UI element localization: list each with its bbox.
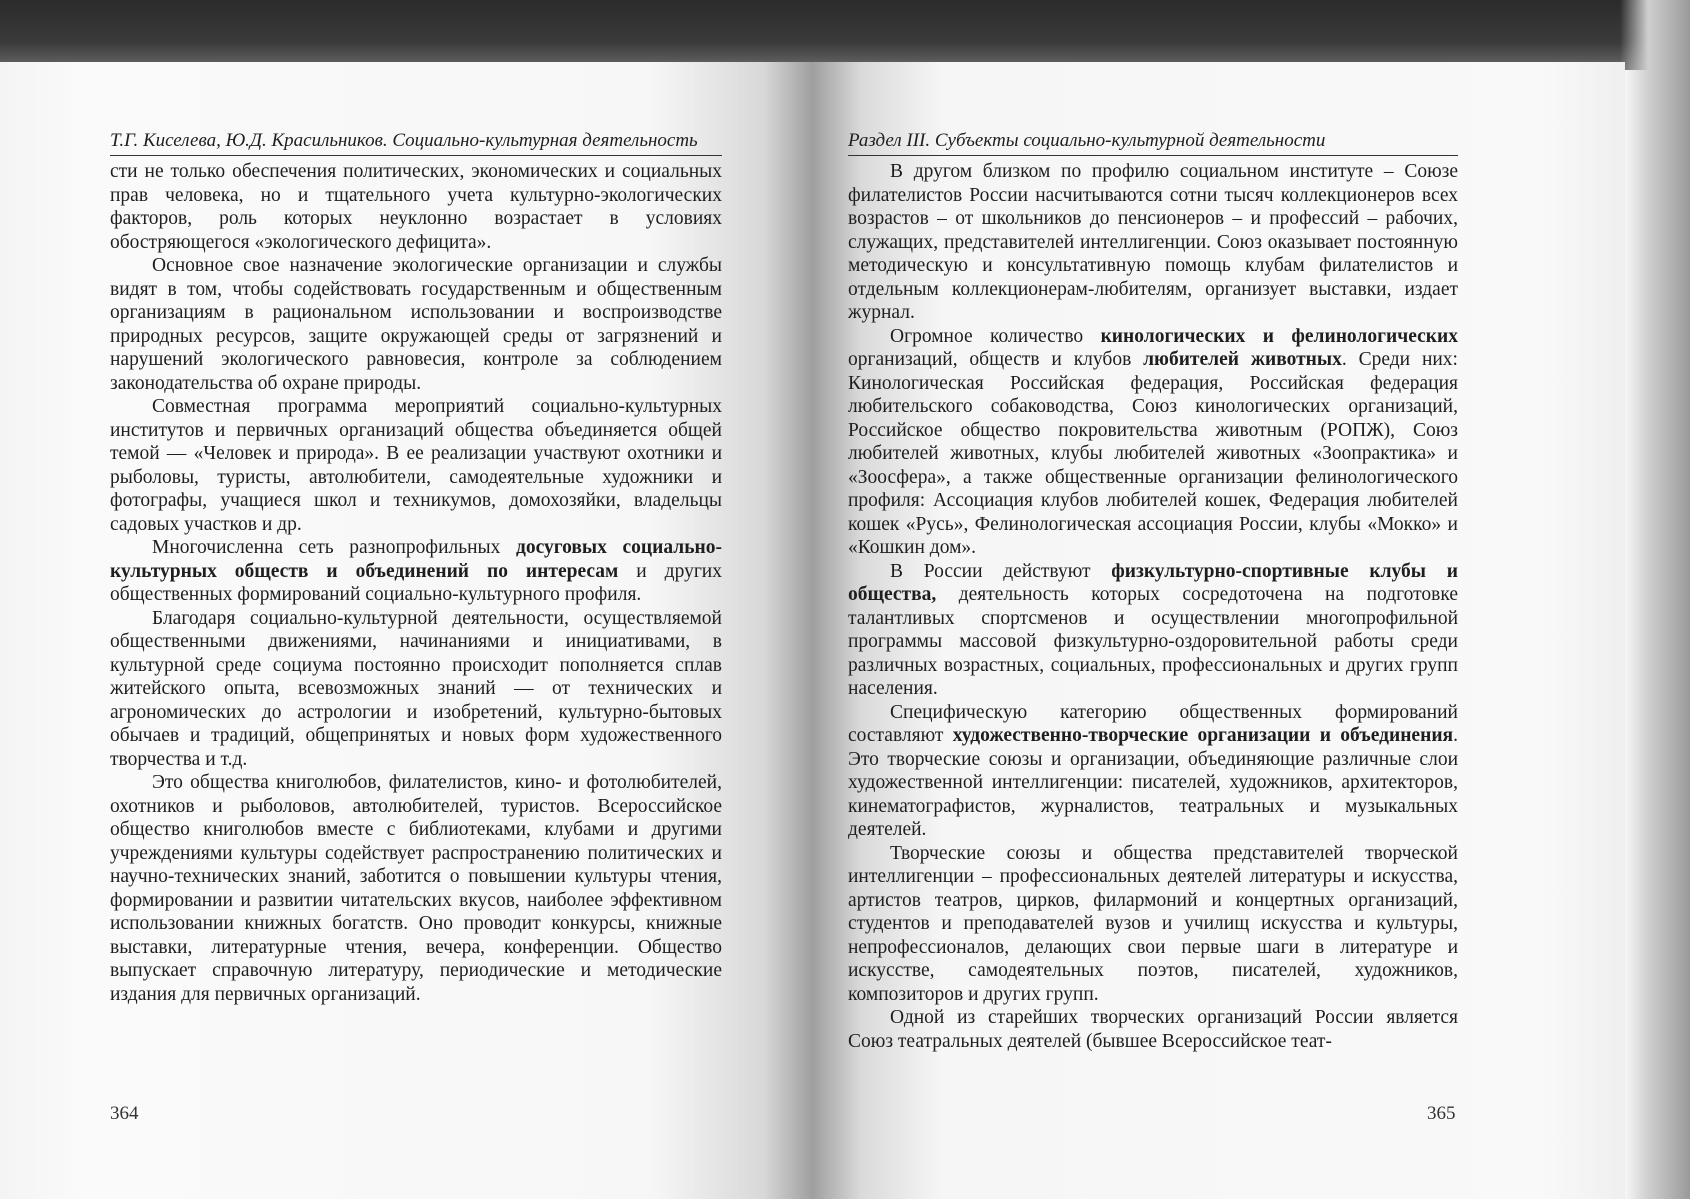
left-p4-text-b: и других общественных формирований социально-культурного профиля. (110, 560, 722, 605)
right-p2-text-b: организаций, обществ и клубов (848, 349, 1144, 370)
left-running-head: Т.Г. Киселева, Ю.Д. Красильников. Социально-культурная деятельность (110, 130, 722, 156)
right-p3-text-a: В России действуют (890, 560, 1112, 582)
right-p4-bold: художественно-творческие организации и объединения (952, 725, 1454, 746)
right-p3-bold: физкультурно-спортивные клубы и общества, (848, 560, 1458, 605)
right-paragraph-1: В другом близком по профилю социальном институте – Союзе филателистов России насчитываются сотни тысяч коллекционеров всех возрастов – от школьников до пенсионеров – и профессий – рабочих, служащих, представителей интеллигенции. Союз оказывает постоянную методическую и консультативную помощь клубам филателистов и отдельным коллекционерам-любителям, организует выставки, издает журнал. (848, 161, 1458, 323)
right-p2-text-c: . Среди них: Кинологическая Российская федерация, Российская федерация любительского собаководства, Союз кинологических организаций, Российское общество покровительства животным (РОПЖ), Союз любителей животных, клубы любителей животных «Зоопрактика» и «Зоосфера», а также общественные организации фелинологического профиля: Ассоциация клубов любителей кошек, Федерация любителей кошек «Русь», Фелинологическая ассоциация России, клубы «Мокко» и «Кошкин дом». (848, 349, 1458, 558)
left-paragraph-2: Основное свое назначение экологические организации и службы видят в том, чтобы содействовать государственным и общественным организациям в рациональном использовании и воспроизводстве природных ресурсов, защите окружающей среды от загрязнений и нарушений экологического равновесия, контроле за соблюдением законодательства об охране природы. (110, 255, 722, 394)
right-paragraph-6: Одной из старейших творческих организаций России является Союз театральных деятелей (бывшее Всероссийское теат- (848, 1007, 1458, 1052)
right-paragraph-3 (848, 560, 1458, 701)
right-paragraph-2 (848, 325, 1458, 560)
right-p2-bold-1: кинологических и фелинологических (1100, 325, 1458, 347)
right-paragraph-4 (848, 701, 1458, 842)
right-paragraph-5: Творческие союзы и общества представителей творческой интеллигенции – профессиональных деятелей литературы и искусства, артистов театров, цирков, филармоний и концертных организаций, студентов и преподавателей вузов и училищ искусства и культуры, непрофессионалов, делающих свои первые шаги в литературе и искусстве, самодеятельных поэтов, писателей, художников, композиторов и других групп. (848, 842, 1458, 1005)
right-p2-text-a: Огромное количество (890, 325, 1101, 347)
scan-background-right (1620, 0, 1690, 1199)
right-p4-text-b: . Это творческие союзы и организации, объединяющие различные слои художественной интеллигенции: писателей, художников, архитекторов, кинематографистов, журналистов, театральных и музыкальных деятелей. (848, 725, 1458, 840)
left-paragraph-3: Совместная программа мероприятий социально-культурных институтов и первичных организаций общества объединяется общей темой — «Человек и природа». В ее реализации участвуют охотники и рыболовы, туристы, автолюбители, самодеятельные художники и фотографы, учащиеся школ и техникумов, домохозяйки, владельцы садовых участков и др. (110, 396, 722, 535)
right-body-text (848, 160, 1458, 1053)
right-p3-text-b: деятельность которых сосредоточена на подготовке талантливых спортсменов и осуществлении многопрофильной программы массовой физкультурно-оздоровительной работы среди различных возрастных, социальных, профессиональных и других групп населения. (848, 584, 1458, 699)
left-paragraph-6: Это общества книголюбов, филателистов, кино- и фотолюбителей, охотников и рыболовов, автолюбителей, туристов. Всероссийское общество книголюбов вместе с библиотеками, клубами и другими учреждениями культуры содействует распространению политических и научно-технических знаний, заботится о повышении культуры чтения, формировании и развитии читательских вкусов, наиболее эффективном использовании книжных богатств. Оно проводит конкурсы, книжные выставки, литературные чтения, вечера, конференции. Общество выпускает справочную литературу, периодические и методические издания для первичных организаций. (110, 772, 722, 1005)
left-body-text (110, 160, 722, 1006)
left-p4-text-a: Многочисленна сеть разнопрофильных (152, 537, 516, 558)
right-running-head: Раздел III. Субъекты социально-культурной деятельности (848, 130, 1458, 156)
left-paragraph-1: сти не только обеспечения политических, экономических и социальных прав человека, но и тщательного учета культурно-экологических факторов, роль которых неуклонно возрастает в условиях обостряющегося «экологического дефицита». (110, 161, 722, 253)
left-page (110, 130, 722, 1006)
left-p4-bold: досуговых социально-культурных обществ и объединений по интересам (110, 537, 723, 582)
left-page-number: 364 (110, 1103, 139, 1124)
right-p2-bold-2: любителей животных (1143, 349, 1342, 370)
right-page (848, 130, 1458, 1053)
right-p4-text-a: Специфическую категорию общественных формирований составляют (848, 701, 1458, 746)
scan-background-top (0, 0, 1690, 70)
left-paragraph-5: Благодаря социально-культурной деятельности, осуществляемой общественными движениями, начинаниями и инициативами, в культурной среде социума постоянно происходит пополняется сплав житейского опыта, всевозможных знаний — от технических и агрономических до астрологии и изобретений, культурно-бытовых обычаев и традиций, общепринятых и новых форм художественного творчества и т.д. (110, 607, 722, 770)
left-paragraph-4 (110, 536, 722, 607)
right-page-number: 365 (1427, 1103, 1456, 1124)
